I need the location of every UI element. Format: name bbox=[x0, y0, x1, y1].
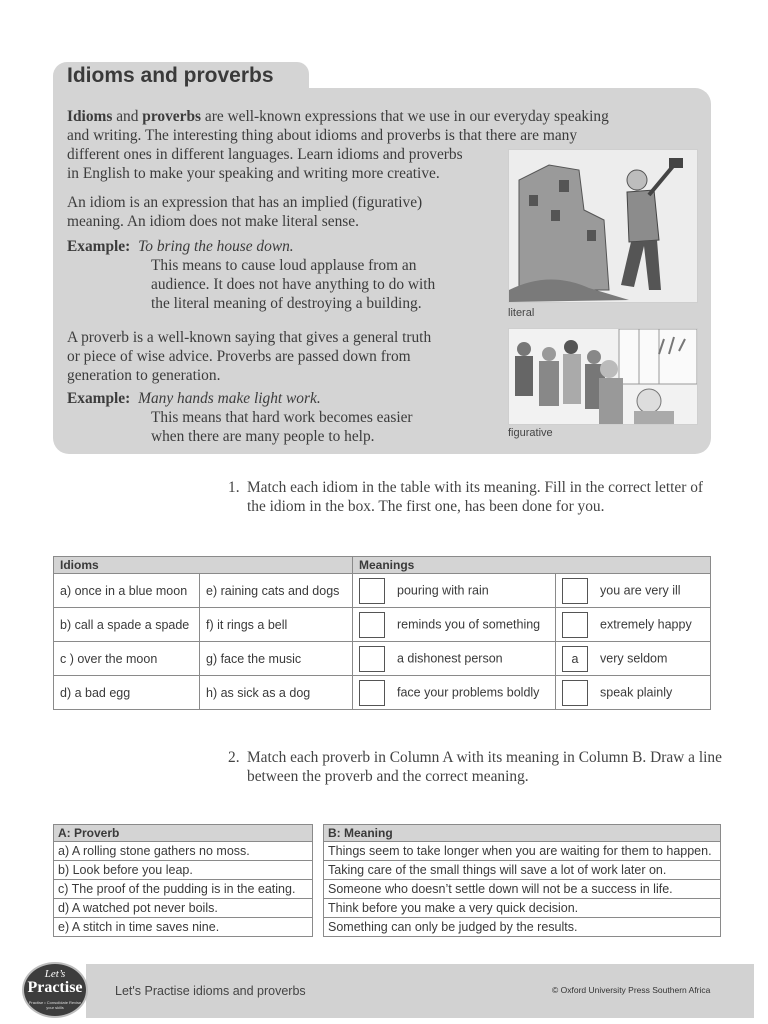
proverb-example-line2: when there are many people to help. bbox=[151, 428, 375, 445]
proverb-cell[interactable]: d) A watched pot never boils. bbox=[54, 899, 313, 918]
page-title: Idioms and proverbs bbox=[67, 64, 274, 87]
idiom-definition bbox=[67, 193, 497, 231]
table-row bbox=[324, 842, 721, 861]
question-text: Match each proverb in Column A with its meaning in Column B. Draw a line between the proverb and the correct meaning. bbox=[247, 749, 722, 785]
idiom-cell: f) it rings a bell bbox=[200, 608, 353, 642]
meaning-cell bbox=[556, 642, 711, 676]
meaning-cell bbox=[353, 608, 556, 642]
question-2 bbox=[228, 748, 728, 788]
proverb-table bbox=[53, 824, 313, 937]
header-meanings: Meanings bbox=[353, 557, 711, 574]
example-label: Example: bbox=[67, 238, 131, 255]
proverb-cell[interactable]: b) Look before you leap. bbox=[54, 861, 313, 880]
answer-box[interactable] bbox=[359, 578, 385, 604]
proverb-definition bbox=[67, 328, 507, 385]
logo-line2: Practise bbox=[27, 979, 83, 996]
answer-box[interactable] bbox=[562, 578, 588, 604]
proverb-cell[interactable]: c) The proof of the pudding is in the eating. bbox=[54, 880, 313, 899]
idiom-cell: e) raining cats and dogs bbox=[200, 574, 353, 608]
question-text: Match each idiom in the table with its meaning. Fill in the correct letter of the idiom in the box. The first one, has been done for you. bbox=[247, 479, 704, 515]
logo-line3: Practise • Consolidate Revise your skills bbox=[28, 1000, 82, 1010]
intro-line2: and writing. The interesting thing about idioms and proverbs is that there are many bbox=[67, 127, 578, 144]
table-row bbox=[54, 880, 313, 899]
table-row bbox=[54, 574, 711, 608]
intro-line1: are well-known expressions that we use in our everyday speaking bbox=[204, 108, 609, 125]
meaning-cell bbox=[353, 574, 556, 608]
table-row bbox=[54, 842, 313, 861]
idiom-def-line2: meaning. An idiom does not make literal sense. bbox=[67, 213, 359, 230]
table-header-row bbox=[54, 557, 711, 574]
idiom-cell: d) a bad egg bbox=[54, 676, 200, 710]
answer-box[interactable] bbox=[359, 646, 385, 672]
proverb-cell[interactable]: e) A stitch in time saves nine. bbox=[54, 918, 313, 937]
table-row bbox=[54, 642, 711, 676]
table-row bbox=[324, 918, 721, 937]
meaning-header: B: Meaning bbox=[324, 825, 721, 842]
meaning-row-cell[interactable]: Think before you make a very quick decision. bbox=[324, 899, 721, 918]
table-row bbox=[324, 880, 721, 899]
meaning-text: pouring with rain bbox=[397, 582, 489, 597]
demolition-illustration-icon bbox=[509, 150, 697, 302]
meaning-row-cell[interactable]: Something can only be judged by the results. bbox=[324, 918, 721, 937]
intro-word-idioms: Idioms bbox=[67, 108, 113, 125]
proverb-def-line3: generation to generation. bbox=[67, 367, 221, 384]
idiom-cell: a) once in a blue moon bbox=[54, 574, 200, 608]
proverb-example-line1: This means that hard work becomes easier bbox=[151, 409, 413, 426]
lets-practise-logo bbox=[22, 962, 88, 1018]
idiom-def-line1: An idiom is an expression that has an implied (figurative) bbox=[67, 194, 423, 211]
idiom-example-phrase: To bring the house down. bbox=[138, 238, 294, 255]
figurative-illustration bbox=[508, 328, 698, 425]
meaning-row-cell[interactable]: Things seem to take longer when you are waiting for them to happen. bbox=[324, 842, 721, 861]
idiom-example bbox=[67, 237, 507, 313]
table-row bbox=[54, 861, 313, 880]
answer-box[interactable] bbox=[562, 680, 588, 706]
meaning-text: extremely happy bbox=[600, 616, 692, 631]
figurative-caption: figurative bbox=[508, 427, 553, 439]
proverb-example-phrase: Many hands make light work. bbox=[138, 390, 321, 407]
intro-line3: different ones in different languages. Learn idioms and proverbs bbox=[67, 146, 463, 163]
intro-and: and bbox=[116, 108, 139, 125]
meaning-text: reminds you of something bbox=[397, 616, 541, 631]
header-idioms: Idioms bbox=[54, 557, 353, 574]
question-1 bbox=[228, 478, 718, 538]
proverb-def-line1: A proverb is a well-known saying that gives a general truth bbox=[67, 329, 432, 346]
idioms-table bbox=[53, 556, 711, 710]
answer-box[interactable]: a bbox=[562, 646, 588, 672]
logo-line1: Let’s bbox=[44, 968, 66, 980]
proverb-example bbox=[67, 389, 507, 446]
meaning-cell bbox=[556, 676, 711, 710]
literal-illustration bbox=[508, 149, 698, 303]
table-row bbox=[54, 918, 313, 937]
answer-box[interactable] bbox=[359, 680, 385, 706]
meaning-row-cell[interactable]: Taking care of the small things will save a lot of work later on. bbox=[324, 861, 721, 880]
meaning-cell bbox=[556, 608, 711, 642]
literal-caption: literal bbox=[508, 307, 535, 319]
idiom-cell: h) as sick as a dog bbox=[200, 676, 353, 710]
idiom-cell: g) face the music bbox=[200, 642, 353, 676]
meaning-cell bbox=[556, 574, 711, 608]
table-row bbox=[324, 899, 721, 918]
meaning-table bbox=[323, 824, 721, 937]
table-row bbox=[54, 676, 711, 710]
meaning-cell bbox=[353, 642, 556, 676]
idiom-cell: c ) over the moon bbox=[54, 642, 200, 676]
table-row bbox=[324, 861, 721, 880]
answer-box[interactable] bbox=[562, 612, 588, 638]
table-row bbox=[54, 608, 711, 642]
meaning-cell bbox=[353, 676, 556, 710]
footer-title: Let's Practise idioms and proverbs bbox=[115, 984, 306, 998]
proverb-header: A: Proverb bbox=[54, 825, 313, 842]
idiom-example-line2: audience. It does not have anything to do with bbox=[151, 276, 436, 293]
example-label: Example: bbox=[67, 390, 131, 407]
question-number: 2. bbox=[228, 749, 240, 766]
footer-copyright: © Oxford University Press Southern Africa bbox=[552, 985, 711, 995]
meaning-text: you are very ill bbox=[600, 582, 681, 597]
proverb-cell[interactable]: a) A rolling stone gathers no moss. bbox=[54, 842, 313, 861]
meaning-text: a dishonest person bbox=[397, 650, 503, 665]
meaning-text: speak plainly bbox=[600, 684, 673, 699]
meaning-text: face your problems boldly bbox=[397, 684, 540, 699]
meaning-text: very seldom bbox=[600, 650, 668, 665]
proverb-def-line2: or piece of wise advice. Proverbs are passed down from bbox=[67, 348, 411, 365]
audience-applause-illustration-icon bbox=[509, 329, 697, 424]
question-number: 1. bbox=[228, 479, 240, 496]
answer-box[interactable] bbox=[359, 612, 385, 638]
intro-word-proverbs: proverbs bbox=[142, 108, 202, 125]
table-row bbox=[54, 899, 313, 918]
idiom-cell: b) call a spade a spade bbox=[54, 608, 200, 642]
meaning-row-cell[interactable]: Someone who doesn’t settle down will not be a success in life. bbox=[324, 880, 721, 899]
idiom-example-line1: This means to cause loud applause from an bbox=[151, 257, 417, 274]
idiom-example-line3: the literal meaning of destroying a building. bbox=[151, 295, 422, 312]
intro-line4: in English to make your speaking and writing more creative. bbox=[67, 165, 440, 182]
